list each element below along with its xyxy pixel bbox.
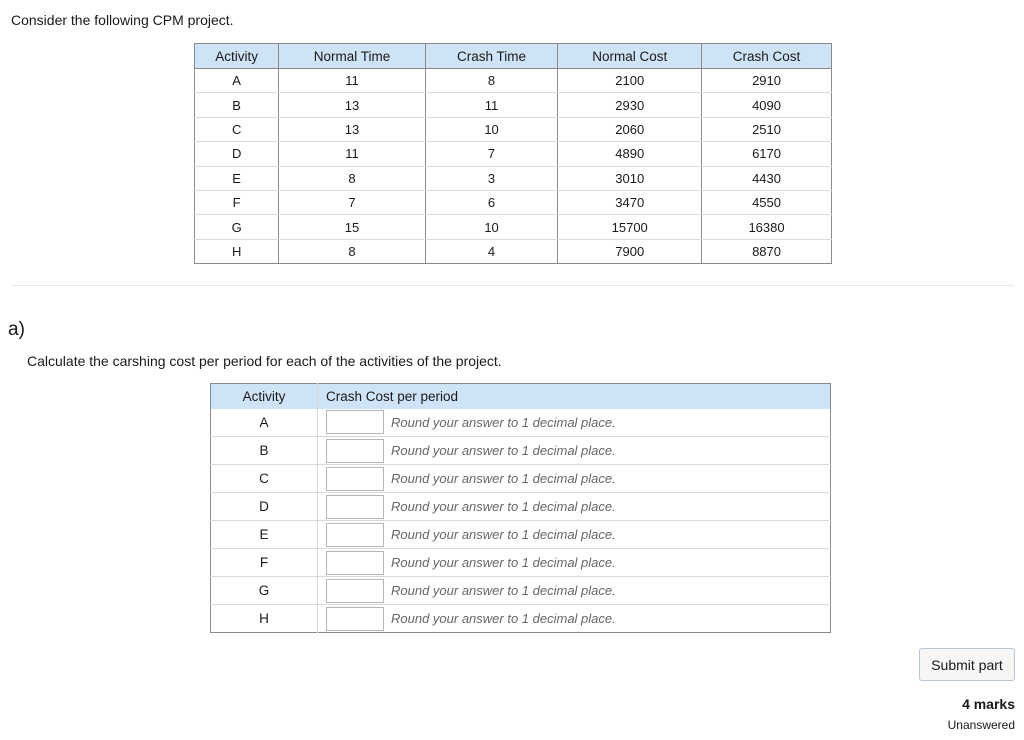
answer-activity-label: H bbox=[211, 605, 318, 633]
rounding-hint: Round your answer to 1 decimal place. bbox=[391, 555, 616, 570]
cell-crash-time: 8 bbox=[425, 69, 558, 93]
cell-activity: D bbox=[195, 142, 279, 166]
cell-activity: H bbox=[195, 239, 279, 263]
cell-activity: F bbox=[195, 190, 279, 214]
data-table-header-row bbox=[195, 44, 832, 69]
cell-normal-cost: 3010 bbox=[558, 166, 702, 190]
question-text: Calculate the carshing cost per period for each of the activities of the project. bbox=[27, 353, 502, 369]
answer-row bbox=[211, 577, 831, 605]
intro-text: Consider the following CPM project. bbox=[11, 12, 234, 28]
cell-normal-cost: 4890 bbox=[558, 142, 702, 166]
answer-input-a[interactable] bbox=[326, 410, 384, 434]
table-row bbox=[195, 142, 832, 166]
answer-table-header-row bbox=[211, 384, 831, 409]
answer-row bbox=[211, 437, 831, 465]
answer-table bbox=[210, 383, 831, 633]
cell-crash-cost: 8870 bbox=[702, 239, 832, 263]
marks-label: 4 marks bbox=[962, 696, 1015, 712]
rounding-hint: Round your answer to 1 decimal place. bbox=[391, 499, 616, 514]
header-crash-cost: Crash Cost bbox=[702, 44, 832, 69]
cell-normal-cost: 2100 bbox=[558, 69, 702, 93]
table-row bbox=[195, 166, 832, 190]
rounding-hint: Round your answer to 1 decimal place. bbox=[391, 443, 616, 458]
cell-crash-cost: 4090 bbox=[702, 93, 832, 117]
cell-crash-time: 11 bbox=[425, 93, 558, 117]
rounding-hint: Round your answer to 1 decimal place. bbox=[391, 583, 616, 598]
answer-input-c[interactable] bbox=[326, 467, 384, 491]
header-normal-cost: Normal Cost bbox=[558, 44, 702, 69]
rounding-hint: Round your answer to 1 decimal place. bbox=[391, 611, 616, 626]
cell-normal-time: 15 bbox=[279, 215, 425, 239]
cell-normal-time: 13 bbox=[279, 117, 425, 141]
cpm-data-table bbox=[194, 43, 832, 264]
header-activity: Activity bbox=[195, 44, 279, 69]
answer-row bbox=[211, 493, 831, 521]
cell-normal-time: 13 bbox=[279, 93, 425, 117]
rounding-hint: Round your answer to 1 decimal place. bbox=[391, 414, 616, 430]
table-row bbox=[195, 117, 832, 141]
cell-activity: E bbox=[195, 166, 279, 190]
cell-normal-cost: 7900 bbox=[558, 239, 702, 263]
cell-activity: B bbox=[195, 93, 279, 117]
answer-activity-label: B bbox=[211, 437, 318, 465]
answer-input-b[interactable] bbox=[326, 439, 384, 463]
answer-input-d[interactable] bbox=[326, 495, 384, 519]
cell-crash-time: 10 bbox=[425, 215, 558, 239]
answer-header-activity: Activity bbox=[211, 384, 318, 409]
cell-activity: C bbox=[195, 117, 279, 141]
answer-row bbox=[211, 465, 831, 493]
submit-part-button[interactable]: Submit part bbox=[919, 648, 1015, 681]
cell-normal-cost: 3470 bbox=[558, 190, 702, 214]
cell-normal-cost: 2930 bbox=[558, 93, 702, 117]
table-row bbox=[195, 215, 832, 239]
answer-activity-label: F bbox=[211, 549, 318, 577]
cell-normal-time: 8 bbox=[279, 166, 425, 190]
answer-status: Unanswered bbox=[947, 718, 1015, 732]
answer-input-e[interactable] bbox=[326, 523, 384, 547]
answer-row bbox=[211, 549, 831, 577]
cell-normal-time: 7 bbox=[279, 190, 425, 214]
header-crash-time: Crash Time bbox=[425, 44, 558, 69]
cell-normal-time: 8 bbox=[279, 239, 425, 263]
table-row bbox=[195, 239, 832, 263]
cell-crash-cost: 2510 bbox=[702, 117, 832, 141]
cell-normal-cost: 15700 bbox=[558, 215, 702, 239]
cell-crash-cost: 6170 bbox=[702, 142, 832, 166]
answer-input-f[interactable] bbox=[326, 551, 384, 575]
answer-input-h[interactable] bbox=[326, 607, 384, 631]
answer-activity-label: E bbox=[211, 521, 318, 549]
table-row bbox=[195, 93, 832, 117]
cell-crash-time: 6 bbox=[425, 190, 558, 214]
part-label: a) bbox=[8, 319, 25, 340]
cell-normal-time: 11 bbox=[279, 69, 425, 93]
cell-normal-cost: 2060 bbox=[558, 117, 702, 141]
cell-activity: A bbox=[195, 69, 279, 93]
answer-row bbox=[211, 409, 831, 437]
header-normal-time: Normal Time bbox=[279, 44, 425, 69]
answer-activity-label: C bbox=[211, 465, 318, 493]
cell-activity: G bbox=[195, 215, 279, 239]
cell-crash-time: 3 bbox=[425, 166, 558, 190]
cell-crash-cost: 4430 bbox=[702, 166, 832, 190]
cell-crash-cost: 4550 bbox=[702, 190, 832, 214]
table-row bbox=[195, 190, 832, 214]
cell-crash-time: 7 bbox=[425, 142, 558, 166]
answer-activity-label: A bbox=[211, 409, 318, 437]
answer-header-crash-cost-per-period: Crash Cost per period bbox=[318, 384, 831, 409]
rounding-hint: Round your answer to 1 decimal place. bbox=[391, 527, 616, 542]
cell-crash-time: 10 bbox=[425, 117, 558, 141]
answer-row bbox=[211, 605, 831, 633]
section-divider bbox=[11, 285, 1014, 286]
answer-row bbox=[211, 521, 831, 549]
answer-activity-label: G bbox=[211, 577, 318, 605]
rounding-hint: Round your answer to 1 decimal place. bbox=[391, 471, 616, 486]
table-row bbox=[195, 69, 832, 93]
answer-activity-label: D bbox=[211, 493, 318, 521]
cell-crash-cost: 2910 bbox=[702, 69, 832, 93]
cell-normal-time: 11 bbox=[279, 142, 425, 166]
cell-crash-cost: 16380 bbox=[702, 215, 832, 239]
cell-crash-time: 4 bbox=[425, 239, 558, 263]
answer-input-g[interactable] bbox=[326, 579, 384, 603]
